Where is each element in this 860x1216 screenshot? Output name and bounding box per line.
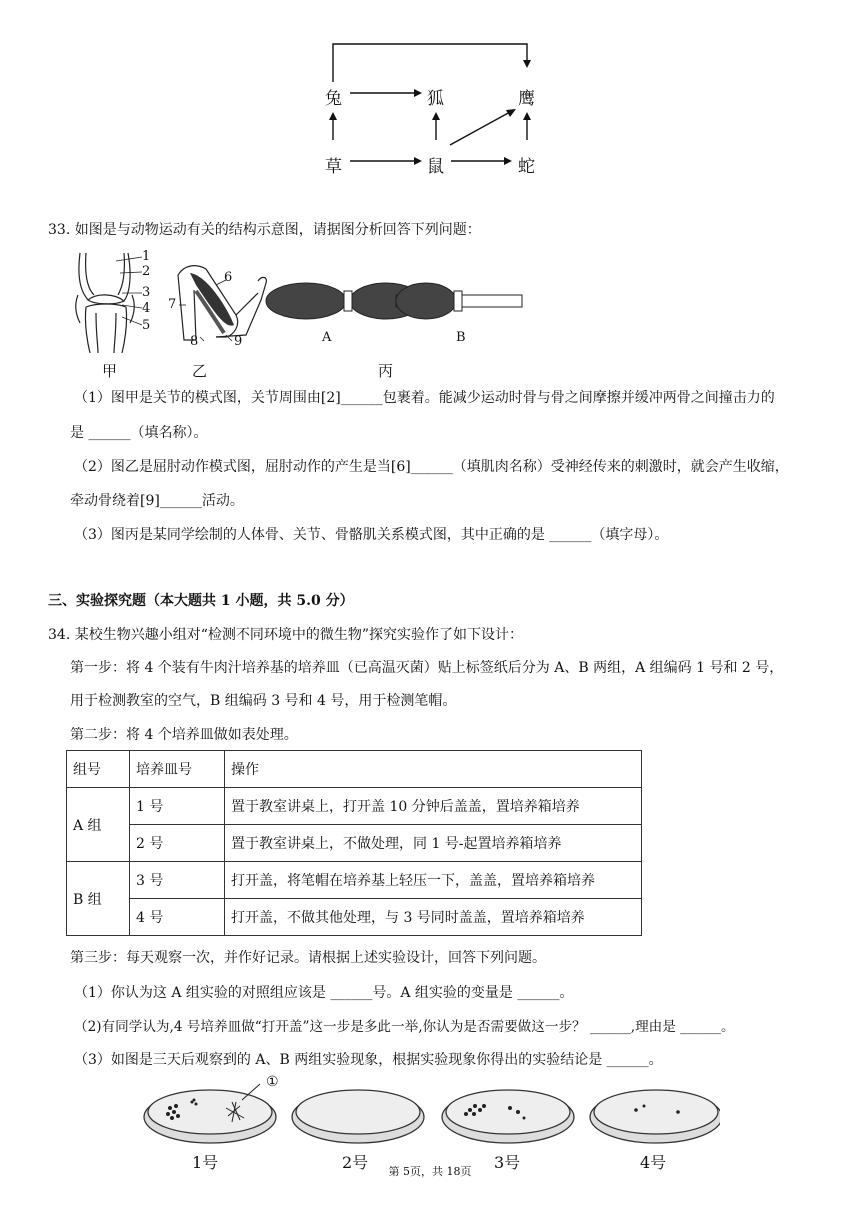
node-fox: 狐: [427, 89, 444, 109]
node-eagle: 鹰: [518, 89, 535, 109]
q33-part3: （3）图丙是某同学绘制的人体骨、关节、骨骼肌关系模式图，其中正确的是 ______（填字母）。: [74, 527, 669, 543]
operation-cell: 置于教室讲桌上，不做处理，同 1 号-起置培养箱培养: [225, 825, 642, 862]
dish-cell: 2 号: [130, 825, 225, 862]
joint-label-2: 2: [142, 264, 151, 279]
joint-label-3: 3: [142, 285, 151, 300]
section-3-heading: 三、实验探究题（本大题共 1 小题，共 5.0 分）: [48, 593, 354, 609]
model-A-label: A: [322, 330, 332, 345]
node-grass: 草: [325, 157, 342, 177]
page-footer: 第 5页，共 18页: [388, 1165, 472, 1178]
dish-label-4: 4号: [640, 1153, 667, 1172]
operation-cell: 打开盖，不做其他处理，与 3 号同时盖盖，置培养箱培养: [225, 899, 642, 936]
q33-part2a: （2）图乙是屈肘动作模式图，屈肘动作的产生是当[6]______（填肌肉名称）受神经传来的刺激时，就会产生收缩，: [74, 459, 789, 475]
dish-cell: 3 号: [130, 862, 225, 899]
node-mouse: 鼠: [427, 157, 444, 177]
arm-label-6: 6: [224, 270, 233, 285]
petri-dish-2: [292, 1090, 424, 1143]
q34-stem: 34. 某校生物兴趣小组对“检测不同环境中的微生物”探究实验作了如下设计：: [48, 627, 524, 643]
arrow-rabbit-eagle: [333, 44, 527, 82]
fig-bing-label: 丙: [378, 362, 394, 380]
dish-label-1: 1号: [192, 1153, 219, 1172]
arm-label-7: 7: [168, 297, 177, 312]
fig-jia-label: 甲: [102, 362, 118, 380]
table-row: [67, 862, 642, 899]
model-B-label: B: [456, 330, 466, 345]
model-B: [396, 283, 522, 319]
dish-label-3: 3号: [494, 1153, 521, 1172]
dish-cell: 1 号: [130, 788, 225, 825]
q33-stem: 33. 如图是与动物运动有关的结构示意图，请据图分析回答下列问题：: [48, 222, 481, 238]
q34-part3: （3）如图是三天后观察到的 A、B 两组实验现象，根据实验现象你得出的实验结论是 ______。: [74, 1052, 663, 1068]
group-a-cell: A 组: [67, 788, 130, 862]
treatment-table: [66, 750, 642, 936]
q34-step1a: 第一步：将 4 个装有牛肉汁培养基的培养皿（已高温灭菌）贴上标签纸后分为 A、B 两组，A 组编码 1 号和 2 号，: [70, 660, 784, 676]
table-row: [67, 899, 642, 936]
petri-dish-4: [590, 1090, 720, 1143]
joint-figure: [76, 253, 134, 353]
header-operation: 操作: [225, 751, 642, 788]
node-rabbit: 兔: [325, 89, 342, 109]
operation-cell: 打开盖，将笔帽在培养基上轻压一下，盖盖，置培养箱培养: [225, 862, 642, 899]
q34-part2: （2)有同学认为,4 号培养皿做“打开盖”这一步是多此一举,你认为是否需要做这一步？ ______,理由是 ______。: [74, 1019, 735, 1035]
q34-step3: 第三步：每天观察一次，并作好记录。请根据上述实验设计，回答下列问题。: [70, 950, 546, 966]
marker-1: ①: [266, 1074, 279, 1090]
q33-part2b: 牵动骨绕着[9]______活动。: [70, 493, 244, 509]
q34-step2: 第二步：将 4 个培养皿做如表处理。: [70, 727, 298, 743]
q34-part1: （1）你认为这 A 组实验的对照组应该是 ______号。A 组实验的变量是 ______。: [74, 985, 574, 1001]
petri-dish-1: [144, 1090, 276, 1143]
dish-cell: 4 号: [130, 899, 225, 936]
q34-step1b: 用于检测教室的空气，B 组编码 3 号和 4 号，用于检测笔帽。: [70, 693, 457, 709]
q33-part1b: 是 ______（填名称）。: [70, 425, 208, 441]
fig-yi-label: 乙: [192, 362, 208, 380]
joint-label-1: 1: [142, 249, 151, 264]
group-b-cell: B 组: [67, 862, 130, 936]
table-row: [67, 788, 642, 825]
arm-label-9: 9: [234, 334, 243, 349]
arm-label-8: 8: [190, 334, 199, 349]
joint-label-4: 4: [142, 301, 151, 316]
table-header-row: [67, 751, 642, 788]
dish-label-2: 2号: [342, 1153, 369, 1172]
petri-dish-3: [442, 1090, 574, 1143]
node-snake: 蛇: [518, 157, 535, 177]
table-row: [67, 825, 642, 862]
header-dish: 培养皿号: [130, 751, 225, 788]
operation-cell: 置于教室讲桌上，打开盖 10 分钟后盖盖，置培养箱培养: [225, 788, 642, 825]
joint-label-5: 5: [142, 318, 151, 333]
petri-dish-figure: [140, 1072, 720, 1172]
q33-part1a: （1）图甲是关节的模式图，关节周围由[2]______包裹着。能减少运动时骨与骨之间摩擦并缓冲两骨之间撞击力的: [74, 390, 775, 406]
header-group: 组号: [67, 751, 130, 788]
arrow-mouse-eagle: [450, 112, 510, 145]
